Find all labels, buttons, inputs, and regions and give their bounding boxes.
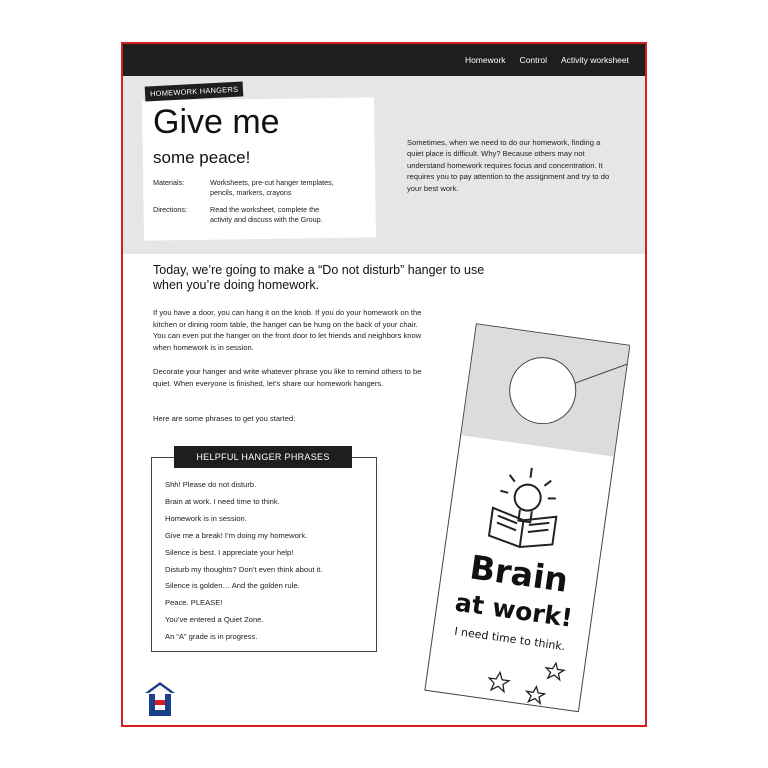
list-item: Homework is in session. <box>165 513 247 523</box>
directions-value: Read the worksheet, complete the activity and discuss with the Group. <box>210 205 323 224</box>
hanger-text-need-time: I need time to think. <box>453 624 567 654</box>
door-hanger-illustration <box>400 306 630 726</box>
hanger-text-at-work: at work! <box>453 587 575 633</box>
directions-row <box>153 205 342 225</box>
list-item: Silence is best. I appreciate your help! <box>165 547 294 557</box>
nav-item-homework[interactable]: Homework <box>464 55 506 65</box>
list-item: An “A” grade is in progress. <box>165 632 258 642</box>
materials-row <box>153 178 342 198</box>
paragraph-door: If you have a door, you can hang it on the knob. If you do your homework on the kitchen or dining room table, the hanger can be hung on the back of your chair. You can even put the hanger on the front door to let friends and neighbors know when homework is in session. <box>153 308 422 352</box>
paragraph-phrases-intro: Here are some phrases to get you started: <box>153 414 296 423</box>
paragraph-decorate: Decorate your hanger and write whatever phrase you like to remind others to be quiet. When everyone is finished, let’s share our homework hangers. <box>153 367 422 388</box>
list-item: Shh! Please do not disturb. <box>165 480 257 489</box>
page-title: Give me <box>153 103 280 141</box>
nav-item-activity-worksheet[interactable]: Activity worksheet <box>560 55 629 65</box>
list-item: Peace. PLEASE! <box>165 598 223 608</box>
directions-label: Directions: <box>153 205 187 214</box>
nav-menu <box>465 44 629 76</box>
materials-label: Materials: <box>153 178 185 187</box>
page-subtitle: some peace! <box>153 148 251 167</box>
list-item: Brain at work. I need time to think. <box>165 496 280 506</box>
intro-paragraph: Sometimes, when we need to do our homework, finding a quiet place is difficult. Why? Because others may not understand homework requires focus and concentration. It requires you to pay attention to the assignment and try to do your best work. <box>407 138 610 193</box>
phrases-list <box>165 477 322 646</box>
activity-headline: Today, we’re going to make a “Do not disturb” hanger to use when you’re doing homework. <box>153 263 485 292</box>
hanger-text-brain: Brain <box>467 547 571 600</box>
materials-value: Worksheets, pre-cut hanger templates, pencils, markers, crayons <box>210 178 334 197</box>
list-item: Disturb my thoughts? Don’t even think about it. <box>165 564 323 574</box>
list-item: Give me a break! I’m doing my homework. <box>165 530 308 540</box>
worksheet-page <box>121 42 647 727</box>
section-tag: HOMEWORK HANGERS <box>145 81 244 101</box>
organization-logo <box>143 680 177 718</box>
phrases-header: HELPFUL HANGER PHRASES <box>174 446 352 468</box>
nav-item-control[interactable]: Control <box>519 55 547 65</box>
list-item: Silence is golden… And the golden rule. <box>165 581 300 591</box>
list-item: You’ve entered a Quiet Zone. <box>165 615 264 625</box>
top-nav-bar <box>123 44 645 76</box>
